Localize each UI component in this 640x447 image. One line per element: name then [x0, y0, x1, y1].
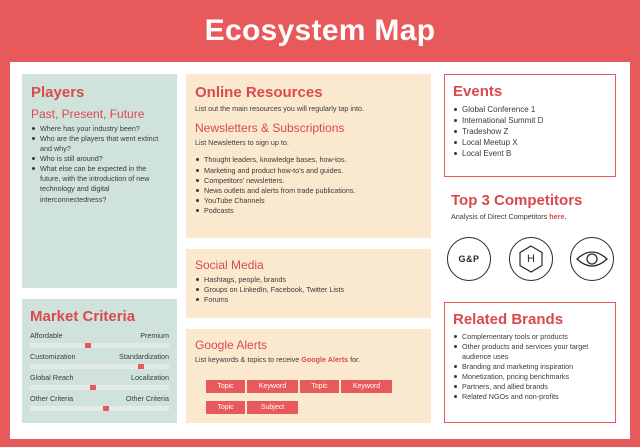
h-logo-label: H: [527, 253, 535, 265]
criteria-slider-track[interactable]: [30, 385, 169, 390]
google-alerts-panel: [186, 329, 431, 423]
newsletters-heading: Newsletters & Subscriptions: [195, 120, 345, 135]
criteria-slider-marker[interactable]: [103, 406, 109, 411]
criteria-right-label: Other Criteria: [125, 394, 169, 403]
events-panel: [444, 74, 616, 177]
google-alerts-description-prefix: List keywords & topics to receive: [195, 355, 302, 364]
eye-logo-icon[interactable]: [570, 237, 614, 281]
h-logo-icon[interactable]: [509, 237, 553, 281]
criteria-slider-track[interactable]: [30, 364, 169, 369]
event-list-item: International Summit D: [453, 115, 607, 126]
newsletters-description: List Newsletters to sign up to.: [195, 137, 289, 147]
criteria-row: [30, 373, 169, 394]
event-list-item: Local Event B: [453, 148, 607, 159]
criteria-slider-track[interactable]: [30, 406, 169, 411]
criteria-right-label: Premium: [140, 331, 169, 340]
criteria-list: [30, 331, 169, 415]
criteria-right-label: Localization: [131, 373, 169, 382]
events-heading: Events: [453, 83, 503, 100]
social-media-heading: Social Media: [195, 258, 264, 272]
criteria-slider-track[interactable]: [30, 343, 169, 348]
criteria-slider-marker[interactable]: [90, 385, 96, 390]
related-brand-list-item: Related NGOs and non-profits: [453, 392, 607, 402]
players-list-item: Where has your industry been?: [31, 124, 168, 134]
competitors-link[interactable]: here.: [549, 212, 567, 221]
social-media-list: [195, 275, 422, 305]
criteria-left-label: Global Reach: [30, 373, 74, 382]
resource-list-item: Podcasts: [195, 206, 422, 216]
resource-list-item: YouTube Channels: [195, 196, 422, 206]
events-list: [453, 104, 607, 159]
related-brands-panel: [444, 302, 616, 423]
eye-icon: [575, 248, 609, 270]
alert-tag[interactable]: Keyword: [247, 380, 298, 393]
online-resources-description: List out the main resources you will regularly tap into.: [195, 104, 364, 113]
resource-list-item: Thought leaders, knowledge bases, how-tos.: [195, 155, 422, 165]
criteria-row: [30, 394, 169, 415]
criteria-right-label: Standardization: [119, 352, 169, 361]
online-resources-heading: Online Resources: [195, 84, 323, 101]
gp-logo-icon[interactable]: [447, 237, 491, 281]
google-alerts-link[interactable]: Google Alerts: [301, 355, 349, 364]
criteria-left-label: Other Criteria: [30, 394, 74, 403]
social-media-panel: [186, 249, 431, 318]
gp-logo-label: G&P: [458, 254, 480, 264]
google-alerts-heading: Google Alerts: [195, 338, 268, 352]
related-brand-list-item: Partners, and allied brands: [453, 382, 607, 392]
resource-list-item: News outlets and alerts from trade publications.: [195, 186, 422, 196]
players-list-item: Who is still around?: [31, 154, 168, 164]
related-brand-list-item: Complementary tools or products: [453, 332, 607, 342]
criteria-row: [30, 331, 169, 352]
related-brands-list: [453, 332, 607, 403]
related-brand-list-item: Branding and marketing inspiration: [453, 362, 607, 372]
competitors-heading: Top 3 Competitors: [451, 192, 583, 209]
criteria-left-label: Affordable: [30, 331, 63, 340]
resource-list-item: Competitors' newsletters.: [195, 176, 422, 186]
event-list-item: Tradeshow Z: [453, 126, 607, 137]
social-media-list-item: Forums: [195, 295, 422, 305]
criteria-row: [30, 352, 169, 373]
online-resources-panel: [186, 74, 431, 238]
alert-tag[interactable]: Topic: [206, 380, 245, 393]
competitors-description: [444, 212, 616, 222]
resource-list-item: Marketing and product how-to's and guides.: [195, 166, 422, 176]
google-alerts-description-suffix: for.: [348, 355, 361, 364]
players-list-item: What else can be expected in the future, with the introduction of new technology and digital interconnectedness?: [31, 164, 168, 204]
alert-tags-row-1: [195, 375, 422, 396]
related-brands-heading: Related Brands: [453, 311, 564, 328]
alert-tag[interactable]: Topic: [206, 401, 245, 414]
social-media-list-item: Groups on LinkedIn, Facebook, Twitter Lists: [195, 285, 422, 295]
players-list: [31, 124, 168, 205]
online-resources-list: [195, 155, 422, 215]
google-alerts-description: [195, 355, 422, 365]
market-criteria-panel: [22, 299, 177, 423]
criteria-slider-marker[interactable]: [85, 343, 91, 348]
competitors-panel: [444, 192, 616, 292]
alert-tag[interactable]: Keyword: [341, 380, 392, 393]
event-list-item: Local Meetup X: [453, 137, 607, 148]
social-media-list-item: Hashtags, people, brands: [195, 275, 422, 285]
related-brand-list-item: Monetization, pricing benchmarks: [453, 372, 607, 382]
players-heading: Players: [31, 84, 85, 101]
competitors-description-prefix: Analysis of Direct Competitors: [451, 212, 550, 221]
alert-tags-row-2: [195, 396, 422, 417]
market-criteria-heading: Market Criteria: [30, 308, 136, 325]
page-title: Ecosystem Map: [204, 14, 436, 47]
criteria-left-label: Customization: [30, 352, 76, 361]
players-subheading: Past, Present, Future: [31, 107, 145, 121]
alert-tag[interactable]: Topic: [300, 380, 339, 393]
related-brand-list-item: Other products and services your target audience uses: [453, 342, 607, 362]
alert-tag[interactable]: Subject: [247, 401, 298, 414]
players-panel: [22, 74, 177, 288]
criteria-slider-marker[interactable]: [138, 364, 144, 369]
event-list-item: Global Conference 1: [453, 104, 607, 115]
players-list-item: Who are the players that went extinct and why?: [31, 134, 168, 154]
